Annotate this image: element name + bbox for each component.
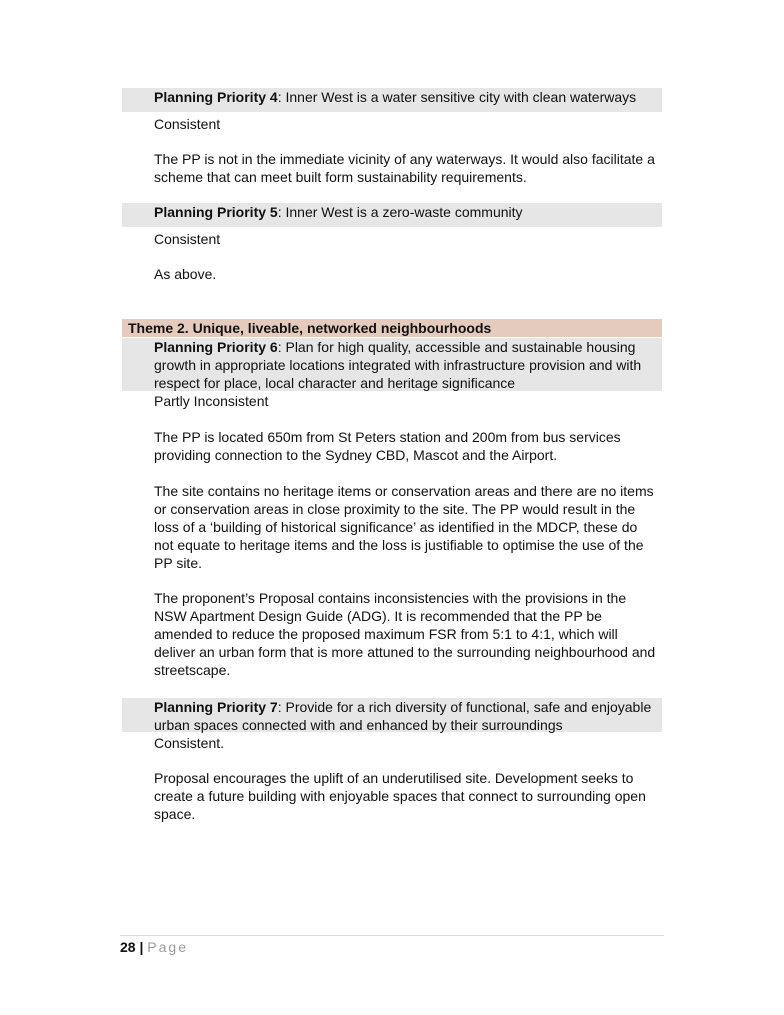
- priority-5-heading: [122, 203, 662, 227]
- priority-4-heading: [122, 88, 662, 112]
- priority-5-comment: As above.: [154, 266, 217, 282]
- page-separator: |: [139, 939, 144, 955]
- priority-6-comment-3: The proponent’s Proposal contains inconsistencies with the provisions in the NSW Apartment Design Guide (ADG). It is recommended that the PP be amended to reduce the proposed maximum FSR from 5:1 to 4:1, which will deliver an urban form that is more attuned to the surrounding neighbourhood and streetscape.: [154, 590, 656, 678]
- priority-5-label: Planning Priority 5: [154, 204, 278, 220]
- priority-4-comment: The PP is not in the immediate vicinity of any waterways. It would also facilitate a scheme that can meet built form sustainability requirements.: [154, 151, 655, 185]
- page-footer: [120, 938, 188, 956]
- priority-4-text: : Inner West is a water sensitive city with clean waterways: [277, 89, 637, 105]
- priority-6-comment-2: The site contains no heritage items or conservation areas and there are no items or conservation areas in close proximity to the site. The PP would result in the loss of a ‘building of historical significance’ as identified in the MDCP, these do not equate to heritage items and the loss is justifiable to optimise the use of the PP site.: [154, 483, 654, 571]
- priority-7-comment: Proposal encourages the uplift of an underutilised site. Development seeks to create a future building with enjoyable spaces that connect to surrounding open space.: [154, 770, 646, 822]
- priority-5-text: : Inner West is a zero-waste community: [277, 204, 523, 220]
- priority-7-heading: [122, 698, 662, 732]
- priority-7-status: Consistent.: [154, 735, 225, 751]
- priority-6-status: Partly Inconsistent: [154, 393, 269, 409]
- theme-2-heading: Theme 2. Unique, liveable, networked neighbourhoods: [122, 319, 662, 337]
- priority-4-status: Consistent: [154, 116, 221, 132]
- page-label: Page: [147, 939, 188, 955]
- priority-7-text: : Provide for a rich diversity of functional, safe and enjoyable urban spaces connected with and enhanced by their surroundings: [154, 699, 652, 733]
- priority-7-label: Planning Priority 7: [154, 699, 278, 715]
- page-number: 28: [120, 939, 136, 955]
- priority-6-text: : Plan for high quality, accessible and sustainable housing growth in appropriate locations integrated with infrastructure provision and with respect for place, local character and heritage significance: [154, 339, 642, 391]
- priority-6-label: Planning Priority 6: [154, 339, 278, 355]
- priority-4-label: Planning Priority 4: [154, 89, 278, 105]
- priority-6-heading: [122, 338, 662, 391]
- priority-5-status: Consistent: [154, 231, 221, 247]
- footer-divider: [120, 935, 664, 936]
- priority-6-comment-1: The PP is located 650m from St Peters station and 200m from bus services providing connection to the Sydney CBD, Mascot and the Airport.: [154, 429, 621, 463]
